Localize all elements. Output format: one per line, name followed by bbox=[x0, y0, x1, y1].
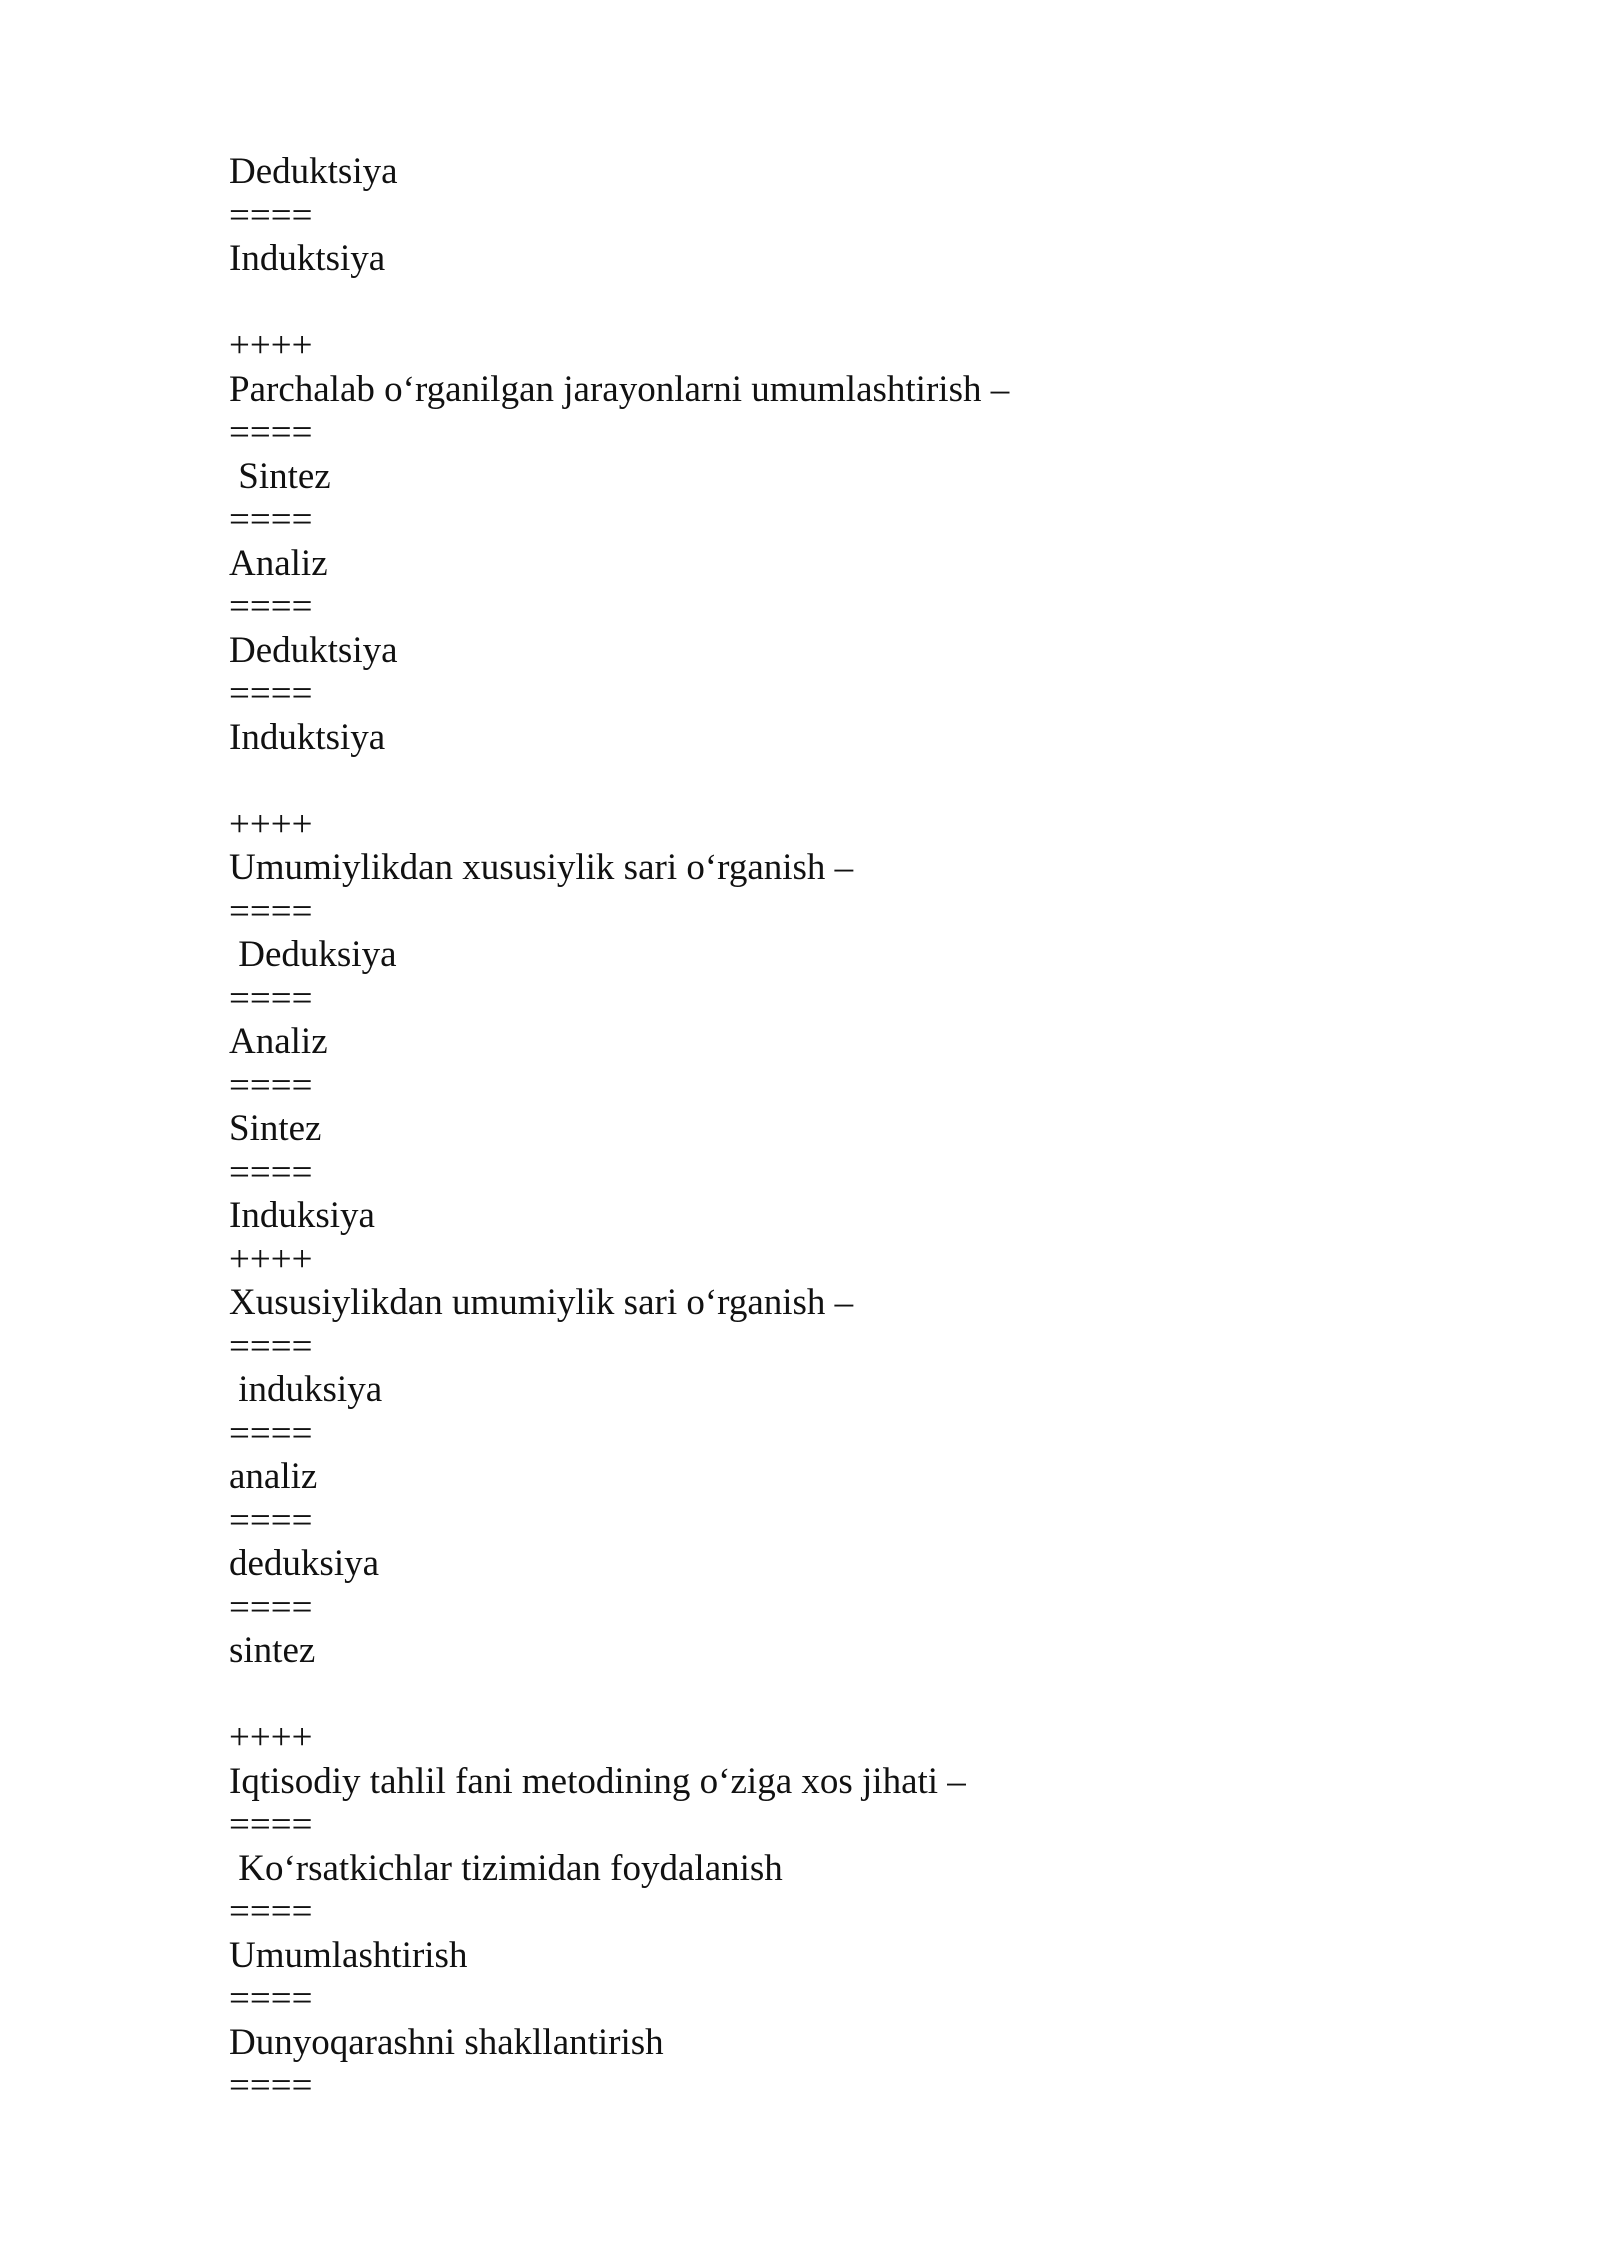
answer-option: analiz bbox=[229, 1456, 318, 1497]
separator-line: ==== bbox=[229, 1151, 313, 1193]
separator-line: ==== bbox=[229, 1064, 313, 1106]
separator-line: ==== bbox=[229, 673, 313, 714]
separator-line: ==== bbox=[229, 1412, 313, 1454]
text-line: Deduktsiya bbox=[229, 151, 398, 192]
answer-option: Deduktsiya bbox=[229, 629, 398, 671]
answer-option: Induksiya bbox=[229, 1195, 375, 1236]
question-marker: ++++ bbox=[229, 803, 313, 845]
blank-line bbox=[229, 281, 1429, 325]
answer-option: Dunyoqarashni shakllantirish bbox=[229, 2021, 664, 2063]
separator-line: ==== bbox=[229, 1891, 313, 1932]
answer-option: sintez bbox=[229, 1630, 316, 1671]
answer-option: deduksiya bbox=[229, 1543, 380, 1584]
separator-line: ==== bbox=[229, 1586, 313, 1628]
separator-line: ==== bbox=[229, 586, 313, 627]
separator-line: ==== bbox=[229, 977, 313, 1019]
question-text: Parchalab o‘rganilgan jarayonlarni umumlashtirish – bbox=[229, 368, 1010, 410]
question-text: Xususiylikdan umumiylik sari o‘rganish – bbox=[229, 1282, 854, 1323]
answer-option: Umumlashtirish bbox=[229, 1934, 468, 1976]
text-line: Induktsiya bbox=[229, 238, 386, 279]
answer-option: Sintez bbox=[229, 1108, 322, 1149]
separator-line: ==== bbox=[229, 890, 313, 932]
separator-line: ==== bbox=[229, 1978, 313, 2019]
question-marker: ++++ bbox=[229, 1717, 313, 1758]
answer-option: Ko‘rsatkichlar tizimidan foydalanish bbox=[229, 1847, 783, 1889]
answer-option: Analiz bbox=[229, 542, 328, 584]
answer-option: Analiz bbox=[229, 1021, 328, 1062]
separator-line: ==== bbox=[229, 194, 313, 236]
document-text bbox=[229, 150, 1429, 2108]
separator-line: ==== bbox=[229, 1499, 313, 1541]
separator-line: ==== bbox=[229, 499, 313, 540]
blank-line bbox=[229, 759, 1429, 803]
answer-option: induksiya bbox=[229, 1369, 383, 1410]
question-marker: ++++ bbox=[229, 325, 313, 366]
separator-line: ==== bbox=[229, 412, 313, 453]
blank-line bbox=[229, 1673, 1429, 1717]
separator-line: ==== bbox=[229, 1325, 313, 1367]
answer-option: Sintez bbox=[229, 455, 331, 497]
answer-option: Induktsiya bbox=[229, 716, 386, 758]
question-text: Umumiylikdan xususiylik sari o‘rganish – bbox=[229, 847, 854, 888]
question-text: Iqtisodiy tahlil fani metodining o‘ziga xos jihati – bbox=[229, 1760, 966, 1802]
answer-option: Deduksiya bbox=[229, 934, 397, 975]
separator-line: ==== bbox=[229, 2065, 313, 2106]
question-marker: ++++ bbox=[229, 1238, 313, 1280]
separator-line: ==== bbox=[229, 1804, 313, 1845]
